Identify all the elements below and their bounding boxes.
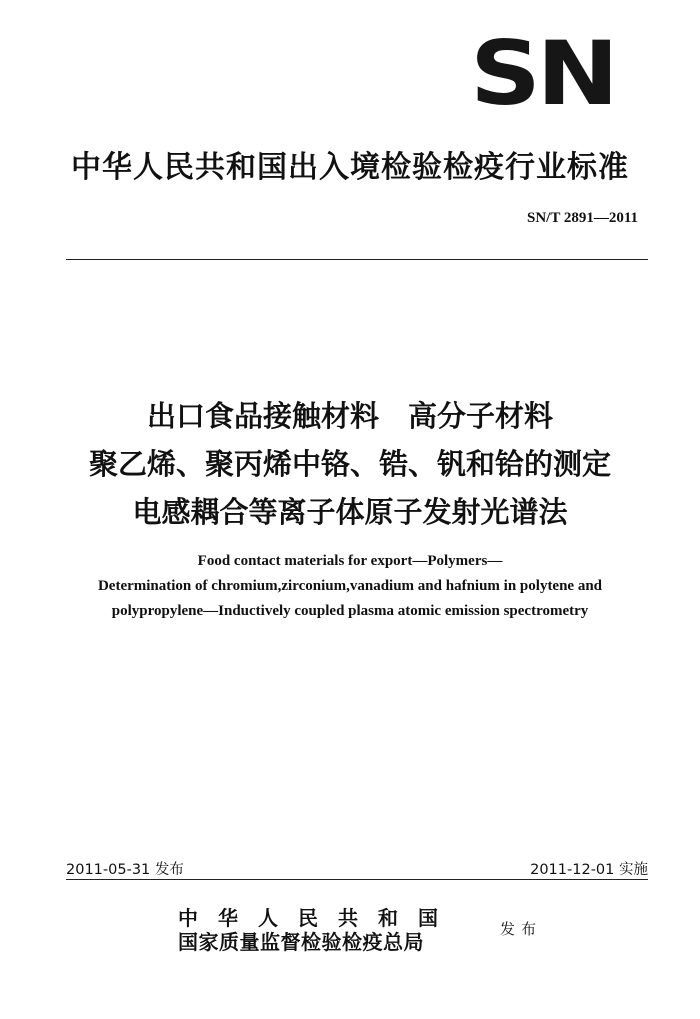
english-title (0, 549, 700, 624)
issue-date: 2011-05-31 发布 (66, 862, 184, 878)
sn-logo: SN (470, 22, 615, 125)
header-divider (66, 259, 648, 260)
chinese-title-line-2: 聚乙烯、聚丙烯中铬、锆、钒和铪的测定 (88, 447, 611, 481)
english-title-line-3: polypropylene—Inductively coupled plasma atomic emission spectrometry (111, 603, 589, 619)
english-title-line-2: Determination of chromium,zirconium,vanadium and hafnium in polytene and (97, 578, 603, 594)
issue-action-label: 发布 (500, 920, 543, 938)
issuer-agency: 国家质量监督检验检疫总局 (178, 930, 424, 954)
issuer-country: 中华人民共和国 (178, 906, 458, 930)
implementation-date: 2011-12-01 实施 (530, 862, 648, 878)
chinese-title-line-1: 出口食品接触材料 高分子材料 (146, 399, 553, 433)
chinese-title (0, 392, 700, 536)
issuer-block (178, 906, 488, 954)
standard-number: SN/T 2891—2011 (527, 210, 638, 226)
footer-divider (66, 879, 648, 880)
issuing-body-title: 中华人民共和国出入境检验检疫行业标准 (71, 150, 629, 185)
chinese-title-line-3: 电感耦合等离子体原子发射光谱法 (132, 495, 568, 529)
english-title-line-1: Food contact materials for export—Polymers— (197, 553, 503, 569)
